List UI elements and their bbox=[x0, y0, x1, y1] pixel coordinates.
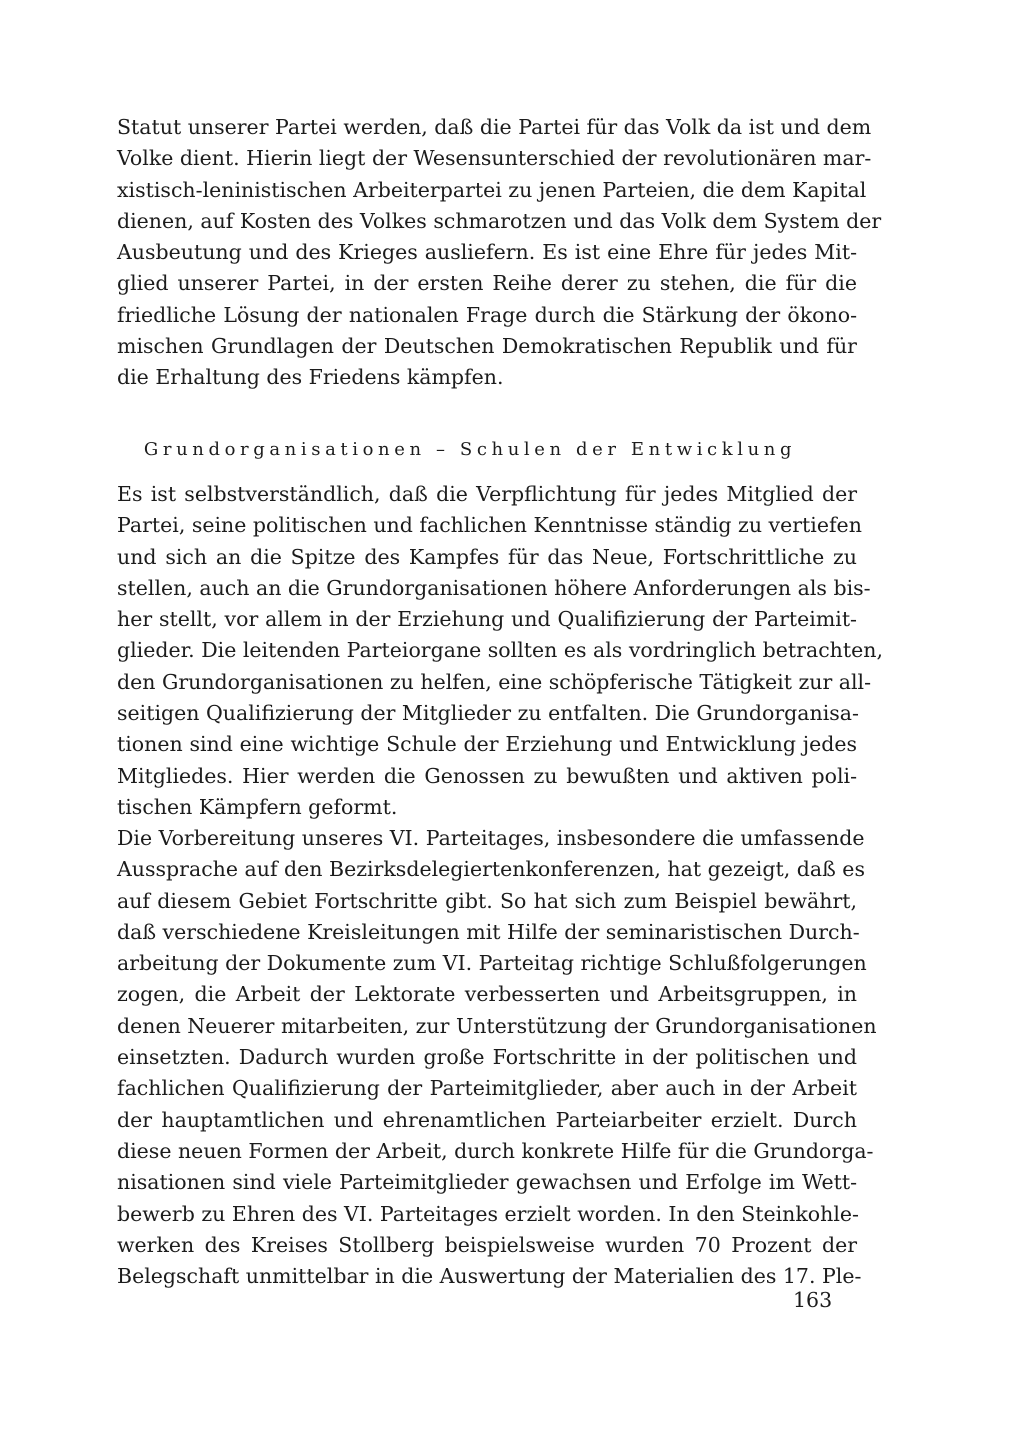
paragraph-statut bbox=[117, 112, 882, 394]
text-line: Volke dient. Hierin liegt der Wesensunterschied der revolutionären mar- bbox=[117, 146, 872, 171]
text-line: dienen, auf Kosten des Volkes schmarotzen und das Volk dem System der bbox=[117, 208, 882, 233]
text-line: Die Vorbereitung unseres VI. Parteitages, insbesondere die umfassende bbox=[117, 826, 865, 850]
text-line: die Erhaltung des Friedens kämpfen. bbox=[117, 365, 504, 390]
text-line: seitigen Qualifizierung der Mitglieder zu entfalten. Die Grundorganisa- bbox=[117, 701, 859, 726]
page-number: 163 bbox=[793, 1288, 833, 1312]
section-heading: Grundorganisationen – Schulen der Entwicklung bbox=[143, 439, 797, 460]
text-line: glieder. Die leitenden Parteiorgane sollten es als vordringlich betrachten, bbox=[117, 638, 883, 663]
text-line: Statut unserer Partei werden, daß die Partei für das Volk da ist und dem bbox=[117, 115, 872, 139]
text-line: auf diesem Gebiet Fortschritte gibt. So hat sich zum Beispiel bewährt, bbox=[117, 888, 857, 913]
paragraph-grundorganisationen bbox=[117, 479, 883, 823]
text-line: daß verschiedene Kreisleitungen mit Hilfe der seminaristischen Durch- bbox=[117, 919, 860, 944]
text-line: nisationen sind viele Parteimitglieder gewachsen und Erfolge im Wett- bbox=[117, 1170, 857, 1195]
text-line: friedliche Lösung der nationalen Frage durch die Stärkung der ökono- bbox=[117, 302, 857, 327]
text-line: Partei, seine politischen und fachlichen Kenntnisse ständig zu vertiefen bbox=[117, 513, 862, 538]
text-line: xistisch-leninistischen Arbeiterpartei zu jenen Parteien, die dem Kapital bbox=[117, 177, 867, 202]
text-line: fachlichen Qualifizierung der Parteimitglieder, aber auch in der Arbeit bbox=[117, 1076, 857, 1101]
text-line: Es ist selbstverständlich, daß die Verpflichtung für jedes Mitglied der bbox=[117, 482, 857, 506]
text-line: tionen sind eine wichtige Schule der Erziehung und Entwicklung jedes bbox=[117, 732, 857, 757]
text-line: Aussprache auf den Bezirksdelegiertenkonferenzen, hat gezeigt, daß es bbox=[117, 857, 865, 882]
text-line: einsetzten. Dadurch wurden große Fortschritte in der politischen und bbox=[117, 1045, 857, 1070]
text-line: werken des Kreises Stollberg beispielsweise wurden 70 Prozent der bbox=[117, 1232, 857, 1257]
text-line: der hauptamtlichen und ehrenamtlichen Parteiarbeiter erzielt. Durch bbox=[117, 1107, 857, 1132]
text-line: Mitgliedes. Hier werden die Genossen zu bewußten und aktiven poli- bbox=[117, 763, 857, 788]
text-line: her stellt, vor allem in der Erziehung und Qualifizierung der Parteimit- bbox=[117, 607, 857, 632]
text-line: Belegschaft unmittelbar in die Auswertung der Materialien des 17. Ple- bbox=[117, 1264, 862, 1289]
text-line: und sich an die Spitze des Kampfes für das Neue, Fortschrittliche zu bbox=[117, 544, 857, 569]
paragraph-vorbereitung bbox=[117, 823, 877, 1292]
text-line: glied unserer Partei, in der ersten Reihe derer zu stehen, die für die bbox=[117, 271, 857, 296]
text-line: stellen, auch an die Grundorganisationen höhere Anforderungen als bis- bbox=[117, 575, 871, 600]
text-line: mischen Grundlagen der Deutschen Demokratischen Republik und für bbox=[117, 334, 857, 359]
text-line: den Grundorganisationen zu helfen, eine schöpferische Tätigkeit zur all- bbox=[117, 669, 872, 694]
text-line: zogen, die Arbeit der Lektorate verbesserten und Arbeitsgruppen, in bbox=[117, 982, 857, 1007]
text-line: arbeitung der Dokumente zum VI. Parteitag richtige Schlußfolgerungen bbox=[117, 951, 867, 976]
text-line: diese neuen Formen der Arbeit, durch konkrete Hilfe für die Grundorga- bbox=[117, 1138, 874, 1163]
text-line: bewerb zu Ehren des VI. Parteitages erzielt worden. In den Steinkohle- bbox=[117, 1201, 859, 1226]
text-line: tischen Kämpfern geformt. bbox=[117, 794, 398, 819]
text-line: denen Neuerer mitarbeiten, zur Unterstützung der Grundorganisationen bbox=[117, 1013, 877, 1038]
text-line: Ausbeutung und des Krieges ausliefern. Es ist eine Ehre für jedes Mit- bbox=[117, 240, 857, 265]
